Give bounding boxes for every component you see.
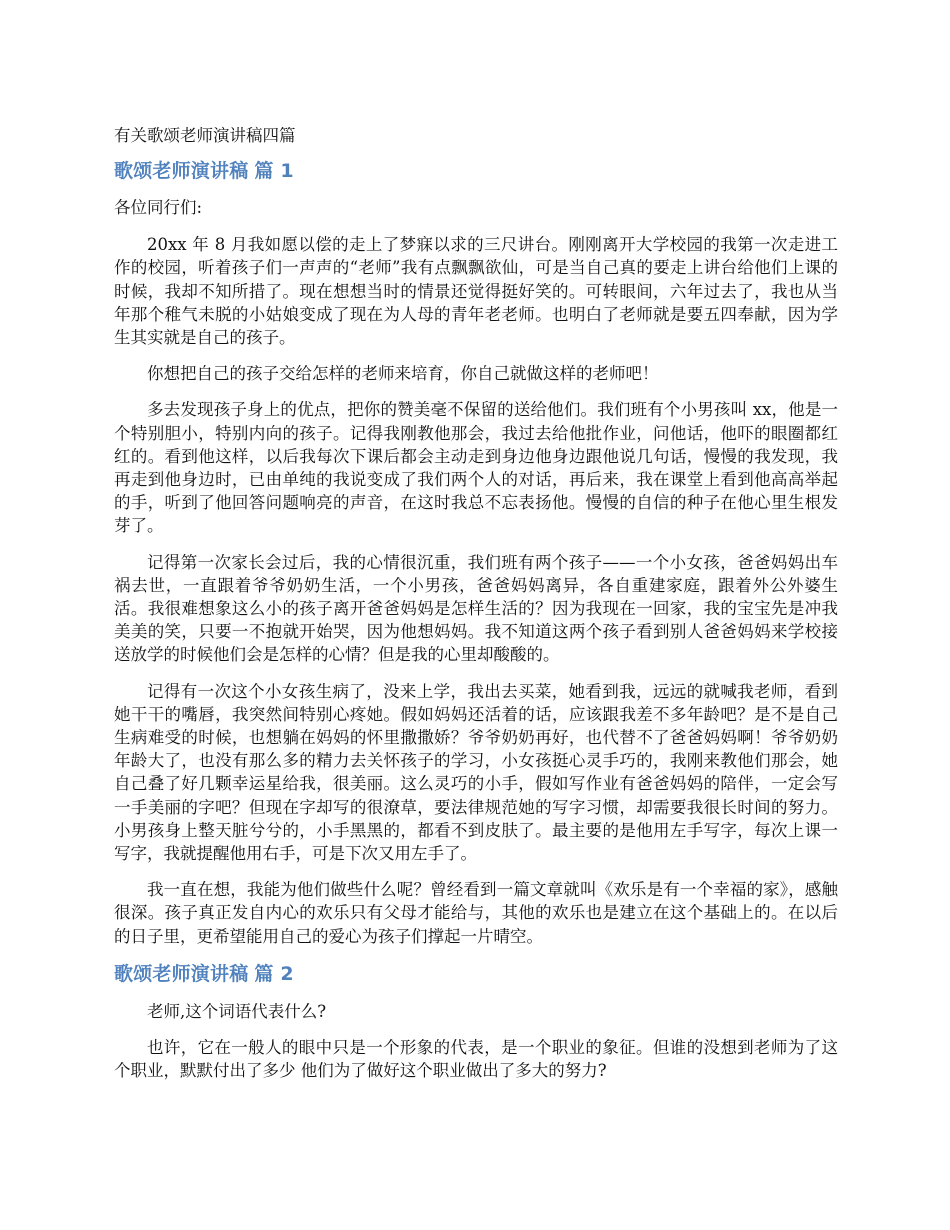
paragraph-1-6: 我一直在想，我能为他们做些什么呢？曾经看到一篇文章就叫《欢乐是有一个幸福的家》，感触很深。孩子真正发自内心的欢乐只有父母才能给与，其他的欢乐也是建立在这个基础上的。在以后的日子里，更希望能用自己的爱心为孩子们撑起一片晴空。	[114, 880, 838, 946]
paragraph-2-2: 也许，它在一般人的眼中只是一个形象的代表，是一个职业的象征。但谁的没想到老师为了这个职业，默默付出了多少 他们为了做好这个职业做出了多大的努力?	[114, 1038, 838, 1081]
section-heading-1-number: 篇 1	[254, 160, 294, 182]
section-heading-2-text: 歌颂老师演讲稿	[114, 962, 249, 985]
salutation: 各位同行们:	[114, 198, 203, 217]
paragraph-1-1: 20xx 年 8 月我如愿以偿的走上了梦寐以求的三尺讲台。刚刚离开大学校园的我第一次走进工作的校园，听着孩子们一声声的“老师”我有点飘飘欲仙，可是当自己真的要走上讲台给他们上课的时候，我却不知所措了。现在想想当时的情景还觉得挺好笑的。可转眼间，六年过去了，我也从当年那个稚气未脱的小姑娘变成了现在为人母的青年老老师。也明白了老师就是要五四奉献，因为学生其实就是自己的孩子。	[114, 235, 838, 348]
section-heading-1	[114, 158, 838, 184]
section-heading-1-text: 歌颂老师演讲稿	[114, 160, 249, 182]
paragraph-1-5: 记得有一次这个小女孩生病了，没来上学，我出去买菜，她看到我，远远的就喊我老师，看到她干干的嘴唇，我突然间特别心疼她。假如妈妈还活着的话，应该跟我差不多年龄吧？是不是自己生病难受的时候，也想躺在妈妈的怀里撒撒娇？爷爷奶奶再好，也代替不了爸爸妈妈啊！爷爷奶奶年龄大了，也没有那么多的精力去关怀孩子的学习，小女孩挺心灵手巧的，我刚来教他们那会，她自己叠了好几颗幸运星给我，很美丽。这么灵巧的小手，假如写作业有爸爸妈妈的陪伴，一定会写一手美丽的字吧？但现在字却写的很潦草，要法律规范她的写字习惯，却需要我很长时间的努力。小男孩身上整天脏兮兮的，小手黑黑的，都看不到皮肤了。最主要的是他用左手写字，每次上课一写字，我就提醒他用右手，可是下次又用左手了。	[114, 681, 838, 864]
paragraph-1-4: 记得第一次家长会过后，我的心情很沉重，我们班有两个孩子——一个小女孩，爸爸妈妈出车祸去世，一直跟着爷爷奶奶生活，一个小男孩，爸爸妈妈离异，各自重建家庭，跟着外公外婆生活。我很难想象这么小的孩子离开爸爸妈妈是怎样生活的？因为我现在一回家，我的宝宝先是冲我美美的笑，只要一不抱就开始哭，因为他想妈妈。我不知道这两个孩子看到别人爸爸妈妈来学校接送放学的时候他们会是怎样的心情？但是我的心里却酸酸的。	[114, 552, 838, 665]
paragraph-1-2: 你想把自己的孩子交给怎样的老师来培育，你自己就做这样的老师吧！	[147, 364, 659, 384]
section-heading-2	[114, 961, 838, 987]
paragraph-2-1: 老师,这个词语代表什么?	[147, 1001, 327, 1021]
paragraph-1-3: 多去发现孩子身上的优点，把你的赞美毫不保留的送给他们。我们班有个小男孩叫 xx，他是一个特别胆小，特别内向的孩子。记得我刚教他那会，我过去给他批作业，问他话，他吓的眼圈都红红的。看到他这样，以后我每次下课后都会主动走到身边他身边跟他说几句话，慢慢的我发现，我再走到他身边时，已由单纯的我说变成了我们两个人的对话，再后来，我在课堂上看到他高高举起的手，听到了他回答问题响亮的声音，在这时我总不忘表扬他。慢慢的自信的种子在他心里生根发芽了。	[114, 400, 838, 536]
document-body	[114, 124, 838, 1096]
document-title: 有关歌颂老师演讲稿四篇	[114, 126, 296, 145]
section-heading-2-number: 篇 2	[254, 962, 294, 985]
